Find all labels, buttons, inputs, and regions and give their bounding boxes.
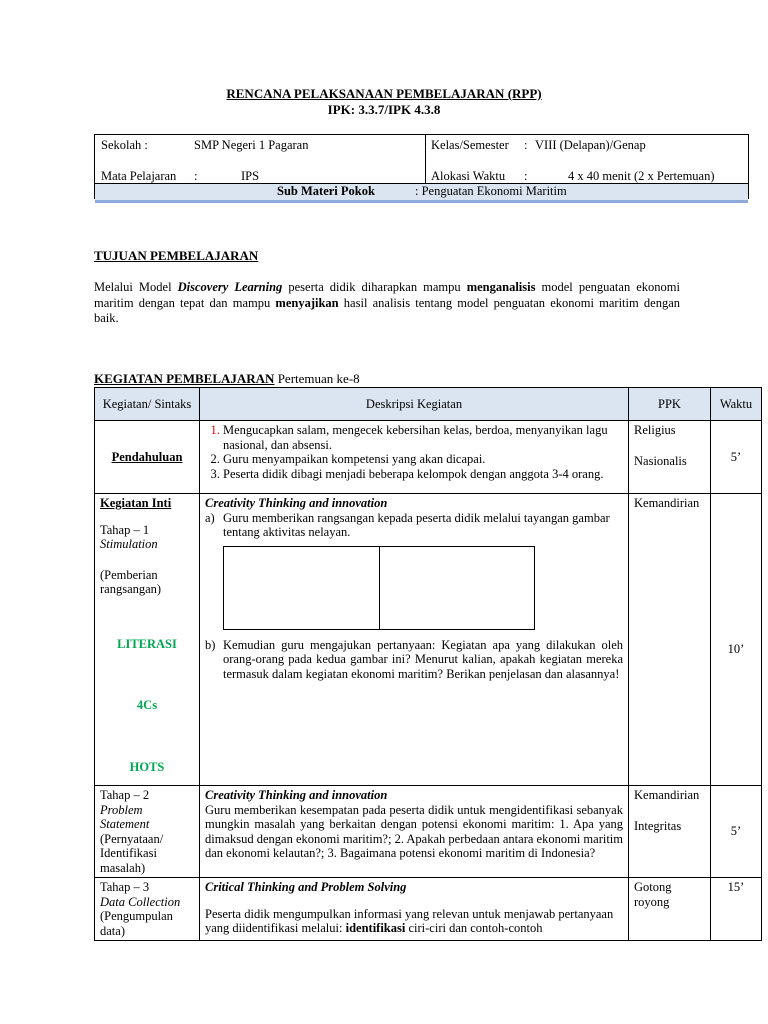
col-header-deskripsi: Deskripsi Kegiatan — [200, 388, 629, 421]
col-header-ppk: PPK — [629, 388, 711, 421]
tujuan-text-3: model penguatan ekonomi maritim dengan tepat dan mampu — [94, 280, 680, 310]
literasi-label: LITERASI — [117, 636, 177, 651]
item-a-mark: a) — [205, 510, 215, 525]
tahap2-desc: (Pernyataan/ Identifikasi masalah) — [100, 831, 164, 875]
tujuan-model: Discovery Learning — [177, 280, 283, 294]
tahap2-label: Tahap – 2 — [100, 788, 150, 802]
table-row — [95, 786, 762, 878]
tahap3-desc-cell — [200, 878, 629, 941]
pendahuluan-desc — [200, 421, 629, 494]
tahap3-sintaks — [95, 878, 200, 941]
ppk-integritas: Integritas — [634, 818, 682, 833]
sekolah-label: Sekolah : — [101, 138, 148, 152]
ppk-nasionalis: Nasionalis — [634, 453, 687, 468]
tujuan-verb-1: menganalisis — [466, 280, 536, 294]
pendahuluan-ppk — [629, 421, 711, 494]
mapel-value: IPS — [241, 169, 260, 183]
inti-ppk: Kemandirian — [629, 494, 711, 786]
kelas-separator: : — [524, 138, 528, 152]
table-row — [95, 494, 762, 786]
tahap2-heading: Creativity Thinking and innovation — [205, 788, 388, 802]
tahap3-text-2: ciri-ciri dan contoh-contoh — [405, 921, 543, 935]
item-a-text: Guru memberikan rangsangan kepada peserta didik melalui tayangan gambar tentang aktivitas nelayan. — [223, 510, 610, 539]
list-item: 2. Guru menyampaikan kompetensi yang akan dicapai. — [223, 452, 623, 467]
tahap1-label: Tahap – 1 — [100, 522, 150, 537]
kelas-value: VIII (Delapan)/Genap — [535, 138, 646, 152]
sub-materi-label: Sub Materi Pokok — [277, 184, 375, 198]
tujuan-text-2: peserta didik diharapkan mampu — [282, 280, 467, 294]
kegiatan-heading: KEGIATAN PEMBELAJARAN — [94, 371, 275, 386]
waktu-separator: : — [524, 169, 528, 183]
inti-sintaks — [95, 494, 200, 786]
inti-waktu: 10’ — [711, 494, 762, 786]
kegiatan-table — [94, 387, 762, 941]
col-header-waktu: Waktu — [711, 388, 762, 421]
image-placeholder — [223, 546, 535, 630]
pendahuluan-waktu: 5’ — [711, 421, 762, 494]
tahap3-ppk: Gotong royong — [629, 878, 711, 941]
document-title: RENCANA PELAKSANAAN PEMBELAJARAN (RPP) — [226, 86, 542, 101]
pendahuluan-label: Pendahuluan — [111, 449, 183, 464]
tahap1-name: Stimulation — [100, 537, 158, 551]
inti-item-b — [205, 638, 623, 682]
tahap2-desc-cell — [200, 786, 629, 878]
image-right — [380, 547, 535, 629]
tahap3-heading: Critical Thinking and Problem Solving — [205, 880, 407, 894]
tahap2-waktu: 5’ — [711, 786, 762, 878]
kegiatan-pertemuan: Pertemuan ke-8 — [274, 371, 360, 386]
sub-materi-value: : Penguatan Ekonomi Maritim — [415, 184, 567, 198]
kelas-label: Kelas/Semester — [431, 138, 509, 152]
image-left — [224, 547, 380, 629]
item-b-text: Kemudian guru mengajukan pertanyaan: Kegiatan apa yang dilakukan oleh orang-orang pada kedua gambar ini? Menurut kalian, apakah kegiatan mereka termasuk dalam kegiatan ekonomi maritim? Berikan penjelasan dan alasannya! — [223, 637, 623, 681]
tahap3-desc: (Pengumpulan data) — [100, 909, 173, 938]
document-subtitle: IPK: 3.3.7/IPK 4.3.8 — [327, 102, 441, 117]
hots-label: HOTS — [129, 759, 165, 774]
inti-item-a — [205, 511, 623, 540]
tujuan-text-1: Melalui Model — [94, 280, 178, 294]
tahap2-ppk — [629, 786, 711, 878]
tujuan-heading: TUJUAN PEMBELAJARAN — [94, 248, 259, 263]
tujuan-paragraph — [94, 280, 680, 327]
waktu-value: 4 x 40 menit (2 x Pertemuan) — [568, 169, 715, 183]
tahap3-waktu: 15’ — [711, 878, 762, 941]
waktu-label: Alokasi Waktu — [431, 169, 506, 183]
tujuan-text-4: hasil analisis tentang model penguatan ekonomi maritim dengan baik. — [94, 295, 680, 325]
mapel-separator: : — [194, 169, 198, 183]
list-item: 3. Peserta didik dibagi menjadi beberapa kelompok dengan anggota 3-4 orang. — [223, 467, 623, 482]
inti-heading: Creativity Thinking and innovation — [205, 496, 388, 510]
inti-label: Kegiatan Inti — [100, 496, 172, 510]
inti-desc — [200, 494, 629, 786]
col-header-kegiatan: Kegiatan/ Sintaks — [95, 388, 200, 421]
identity-box — [94, 134, 749, 199]
tahap3-text — [205, 907, 623, 936]
table-header-row — [95, 388, 762, 421]
table-row — [95, 878, 762, 941]
list-item: 1. Mengucapkan salam, mengecek kebersihan kelas, berdoa, menyanyikan lagu nasional, dan absensi. — [223, 423, 623, 452]
sekolah-value: SMP Negeri 1 Pagaran — [194, 138, 309, 152]
tahap2-text: Guru memberikan kesempatan pada peserta didik untuk mengidentifikasi sebanyak mungkin masalah yang berkaitan dengan potensi ekonomi maritim: 1. Apa yang dimaksud dengan ekonomi maritim?; 2. Apakah perbedaan antara ekonomi maritim dan ekonomi kelautan?; 3. Bagaimana potensi ekonomi maritim di Indonesia? — [205, 802, 623, 860]
kegiatan-heading-row — [94, 371, 360, 387]
tahap2-name: Problem Statement — [100, 802, 150, 831]
table-row — [95, 421, 762, 494]
pendahuluan-cell — [95, 421, 200, 494]
ppk-kemandirian: Kemandirian — [634, 788, 700, 802]
tahap2-sintaks — [95, 786, 200, 878]
identity-divider — [425, 135, 426, 183]
ppk-religius: Religius — [634, 423, 676, 437]
tahap1-desc: (Pemberian rangsangan) — [100, 567, 162, 596]
sub-materi-row — [95, 183, 748, 203]
tahap3-name: Data Collection — [100, 894, 181, 909]
tujuan-verb-2: menyajikan — [275, 295, 339, 310]
pendahuluan-list — [205, 423, 623, 481]
tahap3-text-1: Peserta didik mengumpulkan informasi yang relevan untuk menjawab pertanyaan yang diidentifikasi melalui: — [205, 906, 614, 935]
fourcs-label: 4Cs — [136, 698, 158, 712]
mapel-label: Mata Pelajaran — [101, 169, 177, 183]
tahap3-label: Tahap – 3 — [100, 880, 150, 894]
item-b-mark: b) — [205, 637, 216, 652]
tahap3-text-bold: identifikasi — [345, 921, 406, 935]
